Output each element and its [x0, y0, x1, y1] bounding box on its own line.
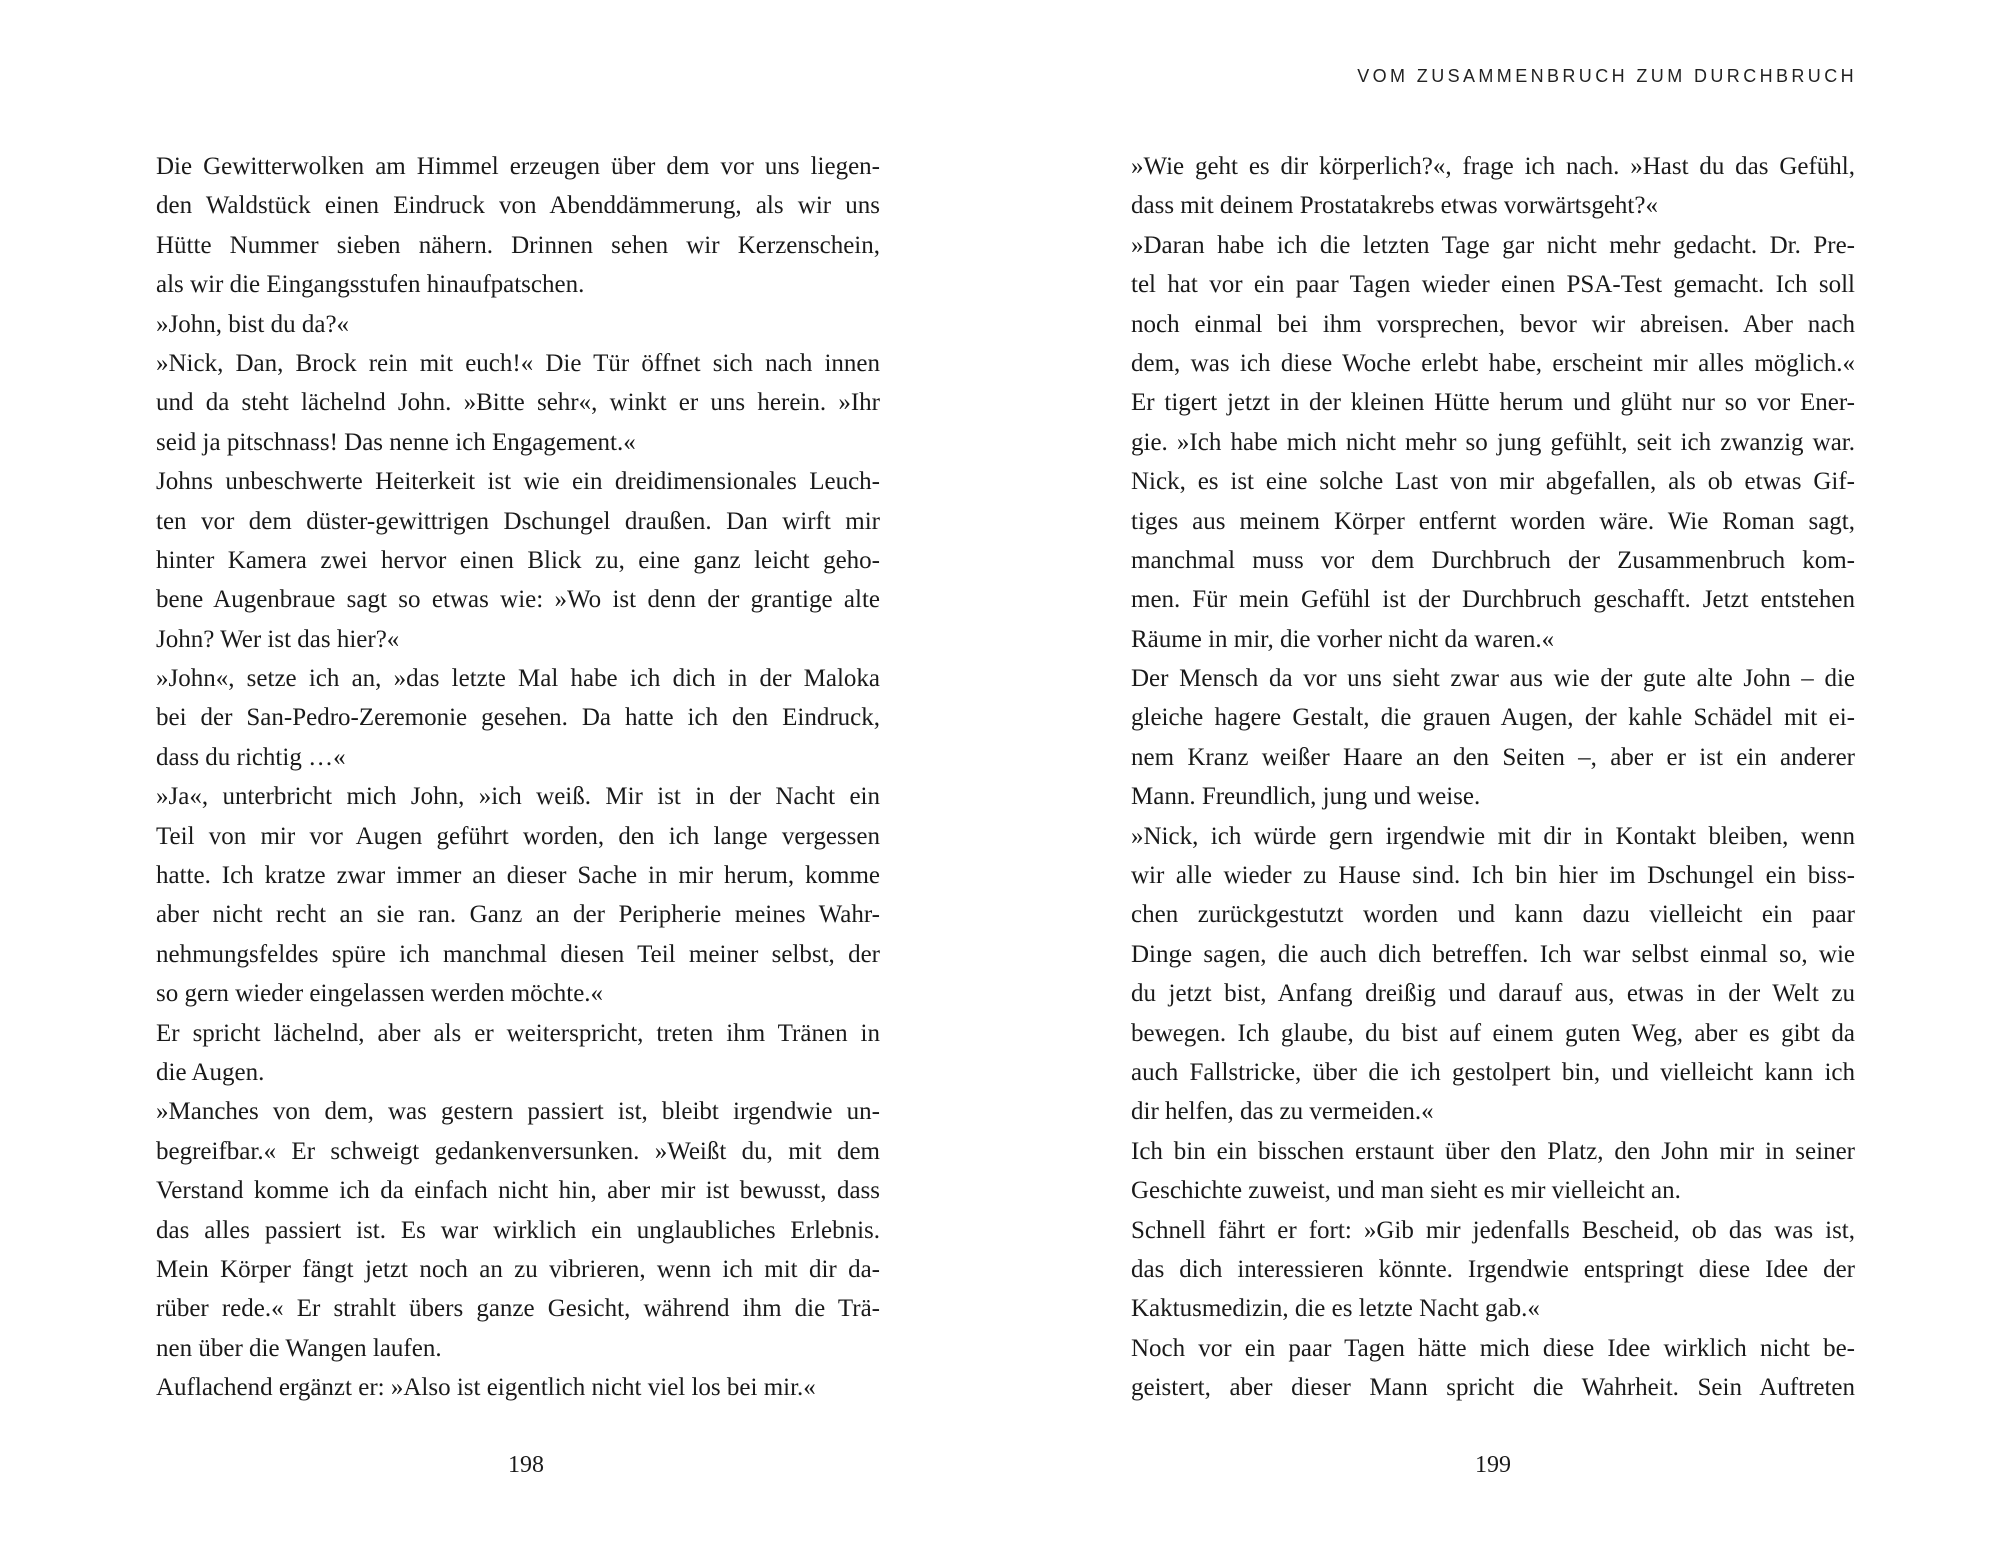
text-line: du jetzt bist, Anfang dreißig und darauf aus, etwas in der Welt zu [1131, 980, 1855, 1008]
text-line: manchmal muss vor dem Durchbruch der Zusammenbruch kom- [1131, 546, 1855, 574]
text-line: seid ja pitschnass! Das nenne ich Engagement.« [156, 428, 636, 456]
text-line: »Wie geht es dir körperlich?«, frage ich nach. »Hast du das Gefühl, [1131, 153, 1855, 180]
text-line: Mann. Freundlich, jung und weise. [1131, 783, 1481, 811]
text-line: geistert, aber dieser Mann spricht die Wahrheit. Sein Auftreten [1131, 1374, 1855, 1402]
text-line: bei der San-Pedro-Zeremonie gesehen. Da hatte ich den Eindruck, [156, 704, 880, 732]
text-line: nem Kranz weißer Haare an den Seiten –, aber er ist ein anderer [1131, 743, 1855, 771]
text-line: John? Wer ist das hier?« [156, 625, 400, 653]
text-line: und da steht lächelnd John. »Bitte sehr«, winkt er uns herein. »Ihr [156, 389, 880, 417]
text-line: wir alle wieder zu Hause sind. Ich bin hier im Dschungel ein biss- [1131, 862, 1855, 890]
text-line: das alles passiert ist. Es war wirklich ein unglaubliches Erlebnis. [156, 1216, 880, 1244]
text-line: bene Augenbraue sagt so etwas wie: »Wo ist denn der grantige alte [156, 586, 880, 614]
text-line: »Daran habe ich die letzten Tage gar nicht mehr gedacht. Dr. Pre- [1131, 231, 1855, 259]
text-line: Die Gewitterwolken am Himmel erzeugen über dem vor uns liegen- [156, 153, 880, 180]
text-line: nehmungsfeldes spüre ich manchmal diesen Teil meiner selbst, der [156, 940, 880, 968]
text-line: »Nick, Dan, Brock rein mit euch!« Die Tür öffnet sich nach innen [156, 349, 880, 377]
text-line: »Manches von dem, was gestern passiert ist, bleibt irgendwie un- [156, 1098, 880, 1126]
text-line: die Augen. [156, 1058, 265, 1086]
text-line: Auflachend ergänzt er: »Also ist eigentlich nicht viel los bei mir.« [156, 1374, 816, 1402]
text-line: als wir die Eingangsstufen hinaufpatschen. [156, 271, 585, 299]
text-line: chen zurückgestutzt worden und kann dazu vielleicht ein paar [1131, 901, 1855, 929]
text-line: begreifbar.« Er schweigt gedankenversunken. »Weißt du, mit dem [156, 1137, 880, 1165]
text-line: ten vor dem düster-gewittrigen Dschungel draußen. Dan wirft mir [156, 507, 880, 535]
text-line: bewegen. Ich glaube, du bist auf einem guten Weg, aber es gibt da [1131, 1019, 1855, 1047]
text-line: hinter Kamera zwei hervor einen Blick zu, eine ganz leicht geho- [156, 546, 880, 574]
right-page-text [1131, 147, 1855, 1408]
text-line: Johns unbeschwerte Heiterkeit ist wie ein dreidimensionales Leuch- [156, 468, 880, 496]
text-line: Räume in mir, die vorher nicht da waren.« [1131, 625, 1555, 653]
text-line: aber nicht recht an sie ran. Ganz an der Peripherie meines Wahr- [156, 901, 880, 929]
left-page-text [156, 147, 880, 1408]
text-line: Verstand komme ich da einfach nicht hin, aber mir ist bewusst, dass [156, 1177, 880, 1205]
text-line: gleiche hagere Gestalt, die grauen Augen, der kahle Schädel mit ei- [1131, 704, 1855, 732]
text-line: Er spricht lächelnd, aber als er weiterspricht, treten ihm Tränen in [156, 1019, 880, 1047]
text-line: den Waldstück einen Eindruck von Abenddämmerung, als wir uns [156, 192, 880, 220]
text-line: Ich bin ein bisschen erstaunt über den Platz, den John mir in seiner [1131, 1137, 1855, 1165]
text-line: dass du richtig …« [156, 743, 346, 771]
text-line: rüber rede.« Er strahlt übers ganze Gesicht, während ihm die Trä- [156, 1295, 880, 1323]
text-line: gie. »Ich habe mich nicht mehr so jung gefühlt, seit ich zwanzig war. [1131, 428, 1855, 456]
text-line: Schnell fährt er fort: »Gib mir jedenfalls Bescheid, ob das was ist, [1131, 1216, 1855, 1244]
text-line: tiges aus meinem Körper entfernt worden wäre. Wie Roman sagt, [1131, 507, 1855, 535]
text-line: tel hat vor ein paar Tagen wieder einen PSA-Test gemacht. Ich soll [1131, 271, 1855, 299]
text-line: »John«, setze ich an, »das letzte Mal habe ich dich in der Maloka [156, 665, 880, 693]
text-line: Nick, es ist eine solche Last von mir abgefallen, als ob etwas Gif- [1131, 468, 1855, 496]
text-line: »John, bist du da?« [156, 310, 350, 338]
page-number-left: 198 [508, 1452, 544, 1478]
text-line: »Nick, ich würde gern irgendwie mit dir in Kontakt bleiben, wenn [1131, 822, 1855, 850]
text-line: Teil von mir vor Augen geführt worden, den ich lange vergessen [156, 822, 880, 850]
text-line: dir helfen, das zu vermeiden.« [1131, 1098, 1434, 1126]
text-line: das dich interessieren könnte. Irgendwie entspringt diese Idee der [1131, 1255, 1855, 1283]
running-head: VOM ZUSAMMENBRUCH ZUM DURCHBRUCH [1357, 66, 1857, 86]
text-line: Noch vor ein paar Tagen hätte mich diese Idee wirklich nicht be- [1131, 1334, 1855, 1362]
text-line: Geschichte zuweist, und man sieht es mir vielleicht an. [1131, 1177, 1681, 1205]
text-line: Hütte Nummer sieben nähern. Drinnen sehen wir Kerzenschein, [156, 231, 880, 259]
text-line: dass mit deinem Prostatakrebs etwas vorwärtsgeht?« [1131, 192, 1658, 220]
text-line: hatte. Ich kratze zwar immer an dieser Sache in mir herum, komme [156, 862, 880, 890]
text-line: Kaktusmedizin, die es letzte Nacht gab.« [1131, 1295, 1540, 1323]
text-line: dem, was ich diese Woche erlebt habe, erscheint mir alles möglich.« [1131, 349, 1855, 377]
text-line: nen über die Wangen laufen. [156, 1334, 442, 1362]
text-line: men. Für mein Gefühl ist der Durchbruch geschafft. Jetzt entstehen [1131, 586, 1855, 614]
page-number-right: 199 [1475, 1452, 1511, 1478]
text-line: »Ja«, unterbricht mich John, »ich weiß. Mir ist in der Nacht ein [156, 783, 880, 811]
text-line: Mein Körper fängt jetzt noch an zu vibrieren, wenn ich mit dir da- [156, 1255, 880, 1283]
text-line: Dinge sagen, die auch dich betreffen. Ich war selbst einmal so, wie [1131, 940, 1855, 968]
text-line: noch einmal bei ihm vorsprechen, bevor wir abreisen. Aber nach [1131, 310, 1855, 338]
text-line: auch Fallstricke, über die ich gestolpert bin, und vielleicht kann ich [1131, 1058, 1855, 1086]
text-line: Der Mensch da vor uns sieht zwar aus wie der gute alte John – die [1131, 665, 1855, 693]
text-line: so gern wieder eingelassen werden möchte.« [156, 980, 604, 1008]
text-line: Er tigert jetzt in der kleinen Hütte herum und glüht nur so vor Ener- [1131, 389, 1855, 417]
